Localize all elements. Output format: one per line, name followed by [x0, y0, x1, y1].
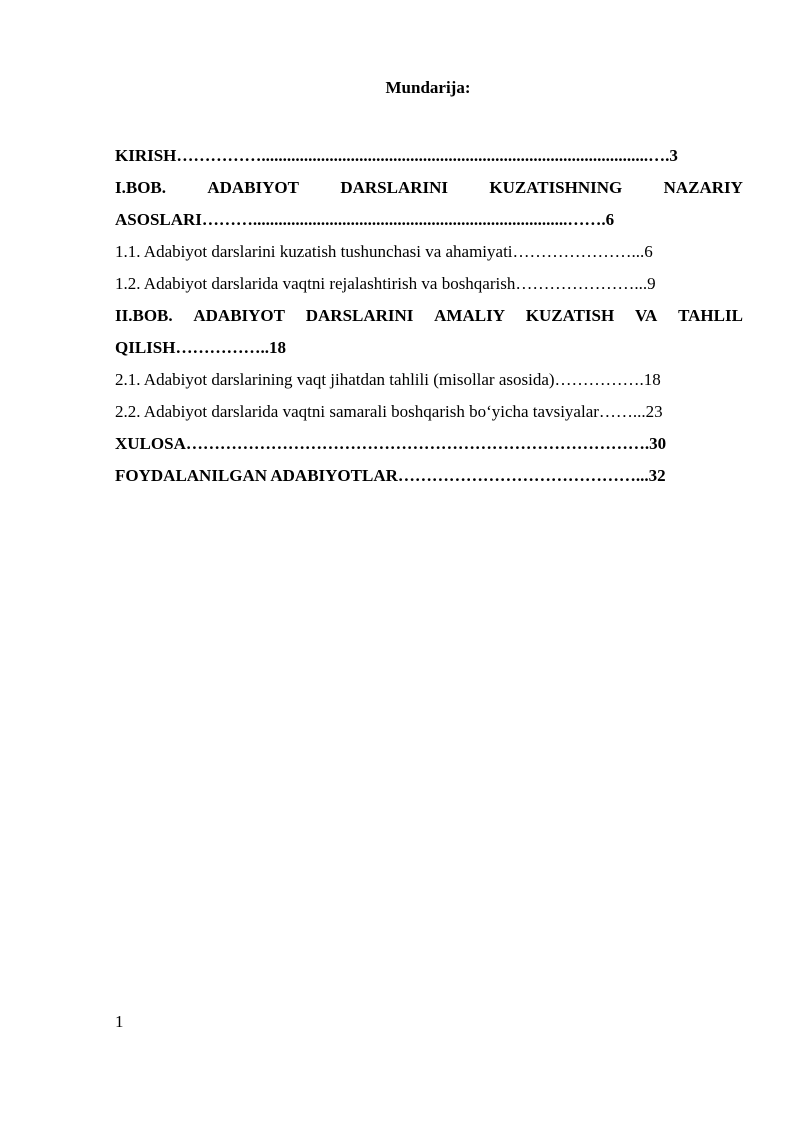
toc-entry-bob2-line2[interactable]: QILISH……………..18: [115, 338, 286, 357]
toc-word: I.BOB.: [115, 178, 167, 197]
page-title: Mundarija:: [385, 78, 471, 97]
toc-entry-2-2[interactable]: 2.2. Adabiyot darslarida vaqtni samarali boshqarish bo‘yicha tavsiyalar……...23: [115, 402, 663, 421]
toc-entry-bob1-line1[interactable]: [115, 172, 743, 204]
toc-entry-1-1[interactable]: 1.1. Adabiyot darslarini kuzatish tushunchasi va ahamiyati…………………...6: [115, 242, 653, 261]
toc-word: ADABIYOT: [207, 178, 299, 197]
toc-word: DARSLARINI: [340, 178, 449, 197]
toc-entry-foydalanilgan[interactable]: FOYDALANILGAN ADABIYOTLAR……………………………………...32: [115, 466, 666, 485]
toc-word: DARSLARINI: [305, 306, 414, 325]
toc-word: II.BOB.: [115, 306, 173, 325]
toc-word: TAHLIL: [678, 306, 743, 325]
page-number: 1: [115, 1012, 124, 1031]
toc-word: VA: [634, 306, 658, 325]
toc-entry-kirish[interactable]: KIRISH……………...........................................................................................….3: [115, 146, 678, 165]
toc-entry-bob1-line2[interactable]: ASOSLARI………..........................................................................…….6: [115, 210, 615, 229]
toc-entry-bob2-line1[interactable]: [115, 300, 743, 332]
toc-entry-2-1[interactable]: 2.1. Adabiyot darslarining vaqt jihatdan tahlili (misollar asosida)…………….18: [115, 370, 661, 389]
toc-word: AMALIY: [434, 306, 505, 325]
toc-word: ADABIYOT: [193, 306, 285, 325]
toc-word: KUZATISH: [525, 306, 615, 325]
table-of-contents: [115, 140, 743, 492]
toc-word: NAZARIY: [663, 178, 743, 197]
toc-word: KUZATISHNING: [489, 178, 623, 197]
toc-entry-xulosa[interactable]: XULOSA……………………………………………………………………….30: [115, 434, 667, 453]
toc-entry-1-2[interactable]: 1.2. Adabiyot darslarida vaqtni rejalashtirish va boshqarish…………………...9: [115, 274, 656, 293]
